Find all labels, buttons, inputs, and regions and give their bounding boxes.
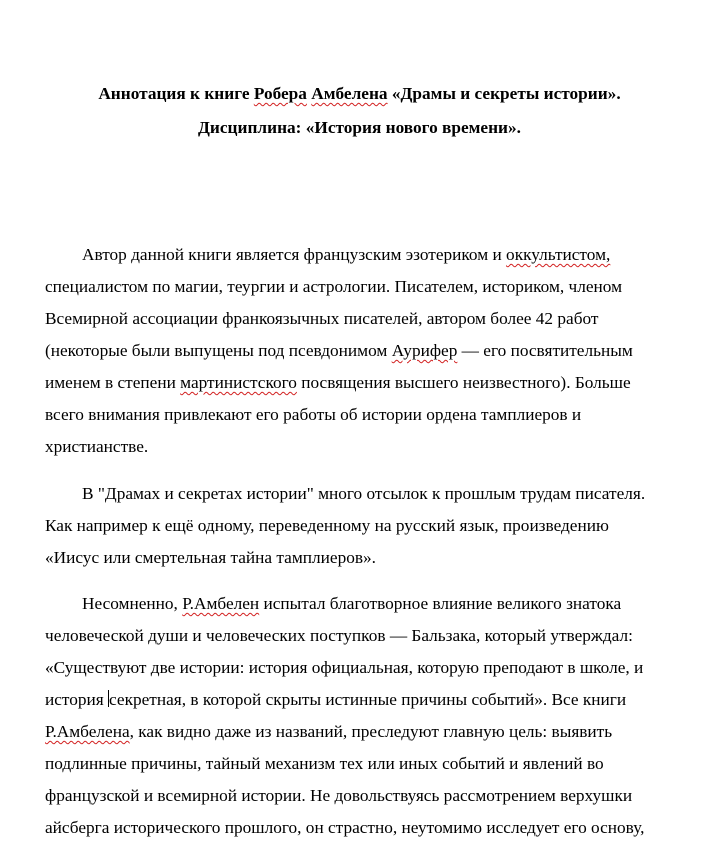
title-book-name: «Драмы и секреты истории». bbox=[387, 84, 621, 103]
text-line: всего внимания привлекают его работы об истории ордена тамплиеров и bbox=[45, 405, 582, 424]
text-line: христианстве. bbox=[45, 437, 149, 456]
title-text: Аннотация к книге bbox=[98, 84, 254, 103]
text-line: «Иисус или смертельная тайна тамплиеров». bbox=[45, 548, 376, 567]
title-author-last-name: Амбелена bbox=[311, 84, 388, 103]
text-line: специалистом по магии, теургии и астрологии. Писателем, историком, членом bbox=[45, 277, 623, 296]
document-title bbox=[0, 84, 719, 104]
text-line: Всемирной ассоциации франкоязычных писателей, автором более 42 работ bbox=[45, 309, 599, 328]
text-line: «Существуют две истории: история официальная, которую преподают в школе, и bbox=[45, 658, 644, 677]
text-line: подлинные причины, тайный механизм тех или иных событий и явлений во bbox=[45, 754, 604, 773]
misspelled-word: Р.Амбелена bbox=[45, 722, 130, 741]
text-line: французской и всемирной истории. Не довольствуясь рассмотрением верхушки bbox=[45, 786, 633, 805]
text-line[interactable]: история секретная, в которой скрыты истинные причины событий». Все книги bbox=[45, 690, 627, 709]
misspelled-word: Аурифер bbox=[391, 341, 458, 360]
misspelled-word: мартинистского bbox=[180, 373, 297, 392]
discipline-subtitle: Дисциплина: «История нового времени». bbox=[198, 118, 521, 137]
text-line: Несомненно, Р.Амбелен испытал благотворное влияние великого знатока bbox=[82, 594, 622, 613]
misspelled-word: оккультистом, bbox=[506, 245, 611, 264]
misspelled-word: Р.Амбелен bbox=[182, 594, 260, 613]
text-line: человеческой души и человеческих поступков — Бальзака, который утверждал: bbox=[45, 626, 633, 645]
text-line: Автор данной книги является французским эзотериком и оккультистом, bbox=[82, 245, 611, 264]
text-line: (некоторые были выпущены под псевдонимом Аурифер — его посвятительным bbox=[45, 341, 633, 360]
title-author-first-name: Робера bbox=[253, 84, 307, 103]
text-line: Как например к ещё одному, переведенному на русский язык, произведению bbox=[45, 516, 609, 535]
text-line: айсберга исторического прошлого, он страстно, неутомимо исследует его основу, bbox=[45, 818, 645, 837]
text-line: именем в степени мартинистского посвящения высшего неизвестного). Больше bbox=[45, 373, 631, 392]
text-line: Р.Амбелена, как видно даже из названий, преследуют главную цель: выявить bbox=[45, 722, 613, 741]
text-line: В "Драмах и секретах истории" много отсылок к прошлым трудам писателя. bbox=[82, 484, 646, 503]
